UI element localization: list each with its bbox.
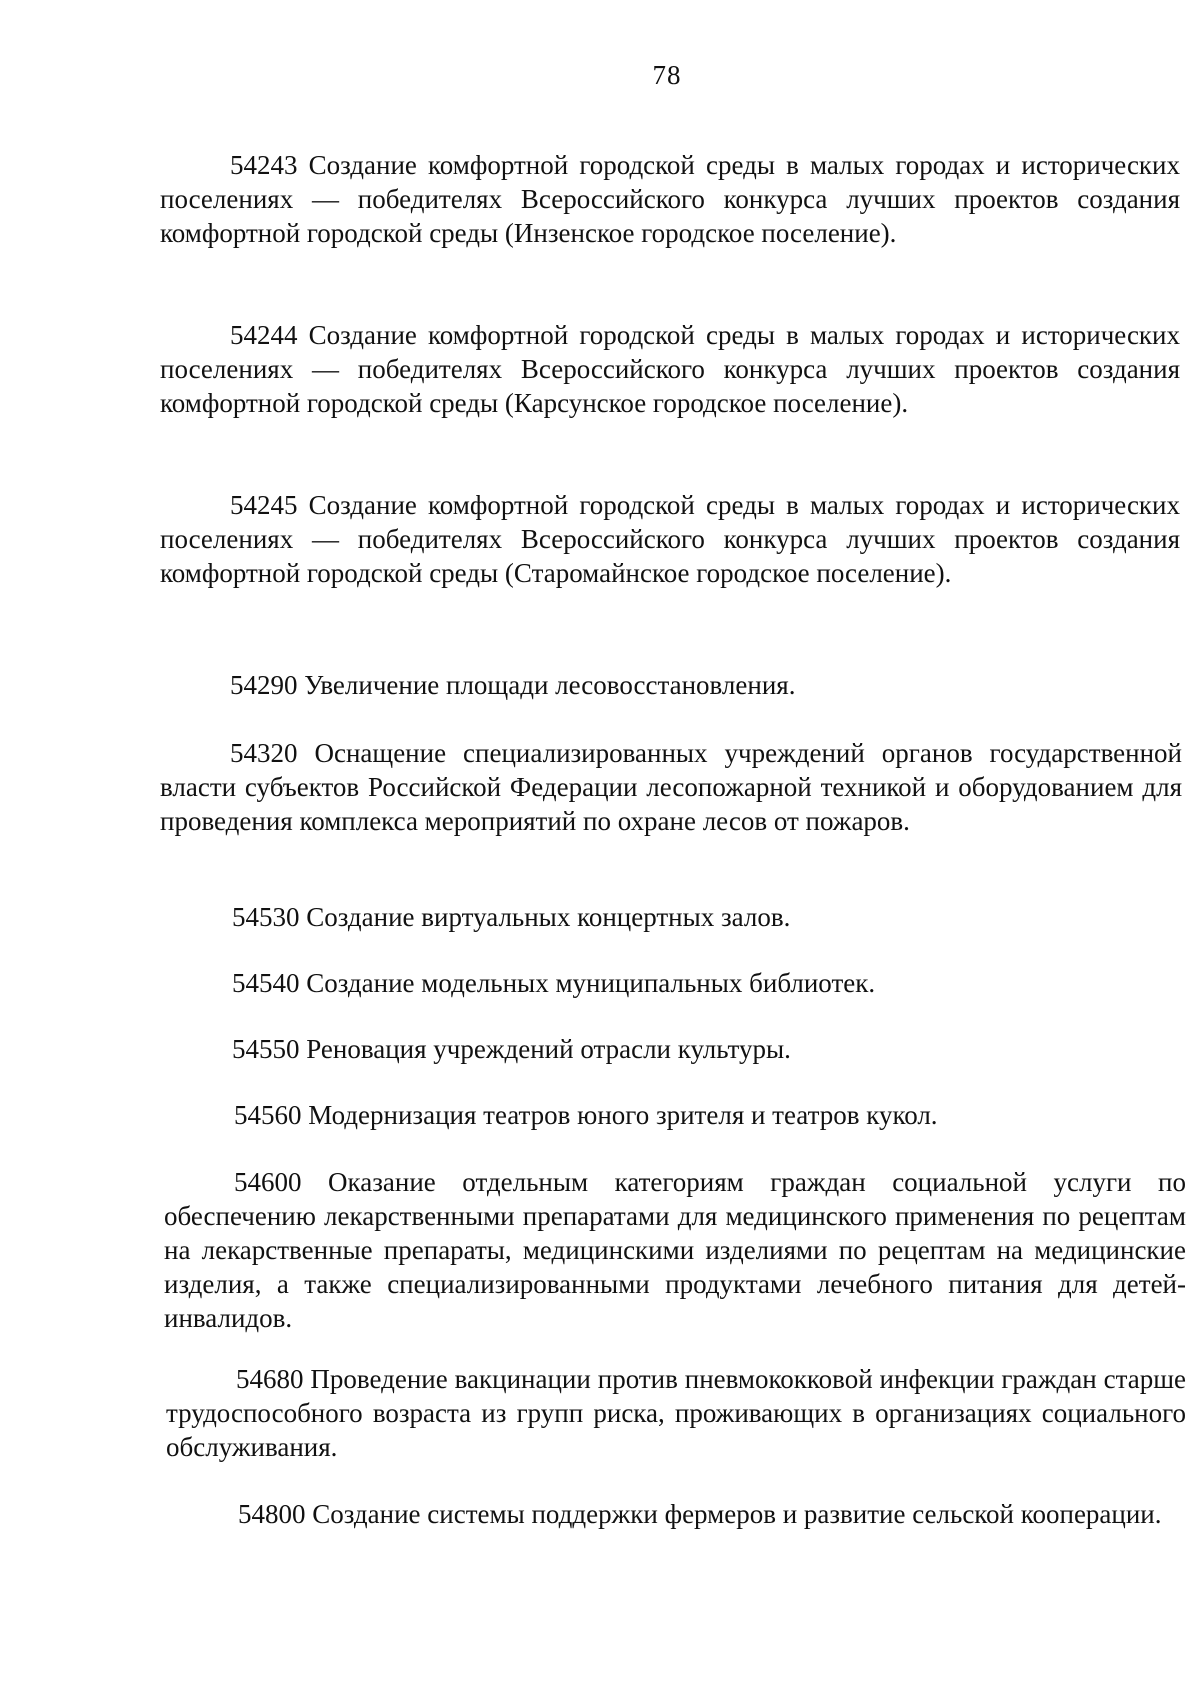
paragraph-54540: 54540 Создание модельных муниципальных библиотек. [232,968,876,998]
paragraph-54680: 54680 Проведение вакцинации против пневмококковой инфекции граждан старше трудоспособного возраста из групп риска, проживающих в организациях социального обслуживания. [166,1364,1186,1462]
paragraph-54290: 54290 Увеличение площади лесовосстановления. [230,670,796,700]
paragraph-54560: 54560 Модернизация театров юного зрителя и театров кукол. [234,1100,938,1130]
paragraph-54530: 54530 Создание виртуальных концертных залов. [232,902,791,932]
paragraph-54320: 54320 Оснащение специализированных учреждений органов государственной власти субъектов Российской Федерации лесопожарной техникой и оборудованием для проведения комплекса мероприятий по охране лесов от пожаров. [160,738,1182,836]
paragraph-54243: 54243 Создание комфортной городской среды в малых городах и исторических поселениях — победителях Всероссийского конкурса лучших проектов создания комфортной городской среды (Инзенское городское поселение). [160,150,1180,248]
page-number: 78 [652,60,682,90]
paragraph-54244: 54244 Создание комфортной городской среды в малых городах и исторических поселениях — победителях Всероссийского конкурса лучших проектов создания комфортной городской среды (Карсунское городское поселение). [160,320,1180,418]
paragraph-54550: 54550 Реновация учреждений отрасли культуры. [232,1034,791,1064]
paragraph-54600: 54600 Оказание отдельным категориям граждан социальной услуги по обеспечению лекарственными препаратами для медицинского применения по рецептам на лекарственные препараты, медицинскими изделиями по рецептам на медицинские изделия, а также специализированными продуктами лечебного питания для детей-инвалидов. [164,1167,1186,1333]
paragraph-54800: 54800 Создание системы поддержки фермеров и развитие сельской кооперации. [238,1499,1162,1529]
paragraph-54245: 54245 Создание комфортной городской среды в малых городах и исторических поселениях — победителях Всероссийского конкурса лучших проектов создания комфортной городской среды (Старомайнское городское поселение). [160,490,1180,588]
